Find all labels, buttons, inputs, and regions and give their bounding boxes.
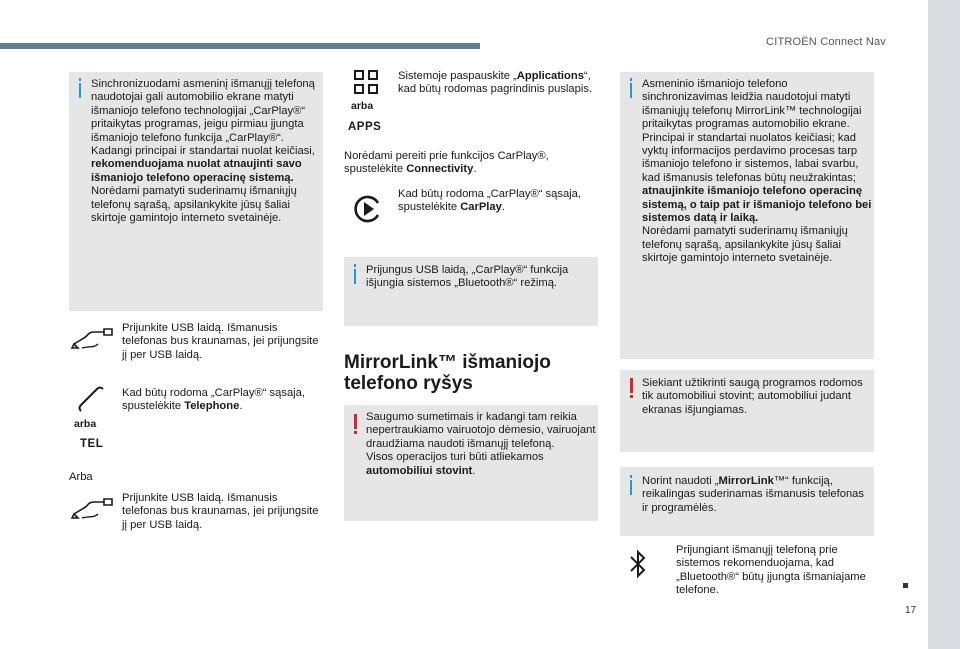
mirrorlink-requirement-box xyxy=(620,467,874,536)
info-icon xyxy=(77,78,82,98)
carplay-info-p2: Kadangi principai ir standartai nuolat keičiasi, rekomenduojama nuolat atnaujinti savo išmaniojo telefono operacinę sistemą. xyxy=(91,145,315,184)
mirrorlink-warning-box xyxy=(344,405,598,521)
info-icon xyxy=(628,78,633,98)
mirrorlink-info-p1: Asmeninio išmaniojo telefono sinchronizavimas leidžia naudotojui matyti išmaniųjų telefonų MirrorLink™ technologijai pritaikytas programas automobilio ekrane. xyxy=(642,78,862,131)
apps-grid-icon xyxy=(354,70,378,94)
info-icon xyxy=(628,475,633,495)
bluetooth-text: Prijungiant išmanųjį telefoną prie sistemos rekomenduojama, kad „Bluetooth®“ būtų įjungta išmaniajame telefone. xyxy=(676,544,866,597)
header-rule xyxy=(0,43,480,49)
warning-icon xyxy=(353,414,358,434)
phone-handset-icon xyxy=(75,385,105,415)
apps-text: Sistemoje paspauskite „Applications“, kad būtų rodomas pagrindinis puslapis. xyxy=(398,70,593,96)
step-usb-2: Prijunkite USB laidą. Išmanusis telefonas bus kraunamas, jei prijungsite jį per USB laidą. xyxy=(122,492,319,531)
header-title: CITROËN Connect Nav xyxy=(766,36,886,48)
carplay-text: Kad būtų rodoma „CarPlay®“ sąsaja, spustelėkite CarPlay. xyxy=(398,188,581,214)
safety-warning-box xyxy=(620,370,874,452)
usb-cable-icon xyxy=(70,326,116,352)
carplay-info-p1: Sinchronizuodami asmeninį išmanųjį telefoną naudotojai gali automobilio ekrane matyti išmaniojo telefono technologijai „CarPlay®“ pritaikytas programas, jeigu pirmiau įjungta išmaniojo telefono funkcija „CarPlay®“. xyxy=(91,78,315,144)
warning-icon xyxy=(629,378,634,398)
carplay-icon xyxy=(352,194,382,224)
info-icon xyxy=(352,264,357,284)
apps-button-label: APPS xyxy=(348,121,382,133)
mirrorlink-requirement-text: Norint naudoti „MirrorLink™“ funkciją, reikalingas suderinamas išmanusis telefonas ir programėlės. xyxy=(642,475,864,514)
arba-separator: Arba xyxy=(69,471,93,483)
page-edge-stripe xyxy=(928,0,960,649)
warning-text-1: Saugumo sumetimais ir kadangi tam reikia nepertraukiamo vairuotojo dėmesio, vairuojant draudžiama naudoti išmanųjį telefoną. xyxy=(366,411,596,450)
usb-cable-icon-2 xyxy=(70,496,116,522)
mirrorlink-heading: MirrorLink™ išmaniojo telefono ryšys xyxy=(344,352,551,394)
mirrorlink-info-box xyxy=(620,72,874,359)
usb-bluetooth-info-box xyxy=(344,257,598,326)
bluetooth-icon xyxy=(628,548,648,580)
warning-text-2: Visos operacijos turi būti atliekamos automobiliui stovint. xyxy=(366,451,544,477)
tel-button-label: TEL xyxy=(80,438,104,450)
step-usb-1: Prijunkite USB laidą. Išmanusis telefonas bus kraunamas, jei prijungsite jį per USB laidą. xyxy=(122,322,319,361)
continue-marker xyxy=(903,583,908,588)
apps-arba-label: arba xyxy=(351,100,374,112)
carplay-info-box xyxy=(69,72,323,311)
safety-warning-text: Siekiant užtikrinti saugą programos rodomos tik automobiliui stovint; automobiliui judant ekranas išjungiamas. xyxy=(642,377,863,416)
page-number: 17 xyxy=(905,605,917,616)
tel-arba-label: arba xyxy=(74,418,97,430)
step-telephone: Kad būtų rodoma „CarPlay®“ sąsaja, spustelėkite Telephone. xyxy=(122,387,305,413)
connectivity-text: Norėdami pereiti prie funkcijos CarPlay®, spustelėkite Connectivity. xyxy=(344,150,549,176)
usb-bluetooth-info-text: Prijungus USB laidą, „CarPlay®“ funkcija išjungia sistemos „Bluetooth®“ režimą. xyxy=(366,264,569,290)
carplay-info-p3: Norėdami pamatyti suderinamų išmaniųjų telefonų sąrašą, apsilankykite jūsų šaliai skirtoje gamintojo interneto svetainėje. xyxy=(91,185,297,225)
mirrorlink-info-p3: Norėdami pamatyti suderinamų išmaniųjų telefonų sąrašą, apsilankykite jūsų šaliai skirtoje gamintojo interneto svetainėje. xyxy=(642,225,848,265)
mirrorlink-info-p2: Principai ir standartai nuolatos keičiasi; kad vyktų informacijos perdavimo procesas tarp išmaniojo telefono ir sistemos, labai svarbu, kad išmanusis telefonas būtų neužrakintas; atnaujinkite išmaniojo telefono operacinę sistemą, o taip pat ir išmaniojo telefono bei sistemos datą ir laiką. xyxy=(642,131,872,225)
